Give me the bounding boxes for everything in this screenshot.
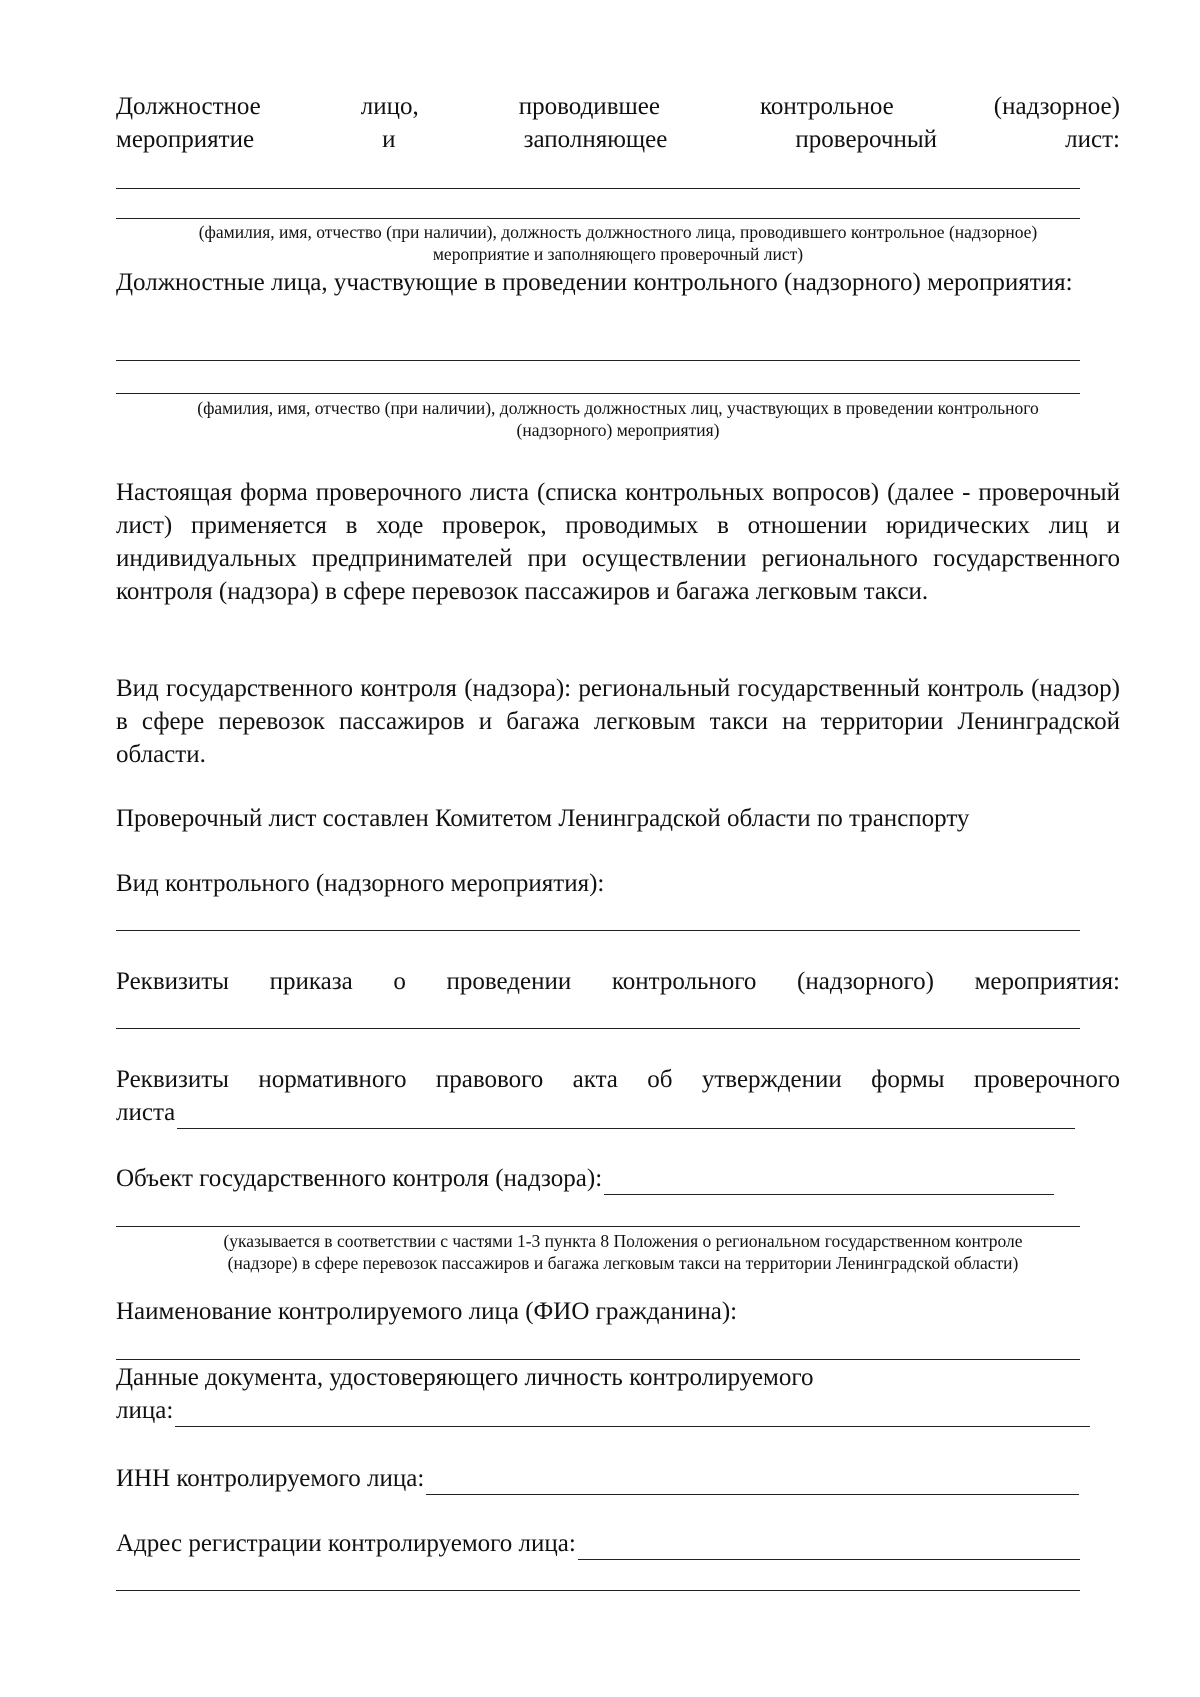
official-fill-line-2[interactable] [116, 218, 1080, 219]
word: мероприятие [116, 126, 255, 153]
control-object-fill-line[interactable] [604, 1170, 1054, 1195]
control-object-caption-1: (указывается в соответствии с частями 1-3 пункта 8 Положения о региональном государственном контроле [223, 1231, 1023, 1251]
identity-document-label: лица: [116, 1397, 174, 1424]
identity-document-line-1: Данные документа, удостоверяющего личность контролируемого [116, 1364, 814, 1391]
identity-document-fill-line[interactable] [175, 1402, 1090, 1427]
controlled-person-name-label: Наименование контролируемого лица (ФИО гражданина): [116, 1298, 738, 1325]
official-line-2 [116, 123, 1120, 156]
identity-document-line-2 [116, 1394, 1090, 1427]
official-caption-2: мероприятие и заполняющего проверочный лист) [432, 244, 804, 264]
inn-row [116, 1462, 1079, 1495]
normative-act-line-1: Реквизиты нормативного правового акта об утверждении формы проверочного [116, 1066, 1120, 1093]
normative-act-label: листа [116, 1099, 176, 1126]
official-caption-1: (фамилия, имя, отчество (при наличии), должность должностного лица, проводившего контрольное (надзорное) [198, 222, 1038, 242]
participants-fill-line-1[interactable] [116, 360, 1080, 361]
control-object-caption-2: (надзоре) в сфере перевозок пассажиров и багажа легковым такси на территории Ленинградской области) [227, 1253, 1019, 1273]
official-line-1 [116, 90, 1120, 123]
word: проверочный [795, 126, 938, 153]
event-type-fill-line[interactable] [116, 930, 1080, 931]
control-type-paragraph: Вид государственного контроля (надзора): региональный государственный контроль (надзор) в сфере перевозок пассажиров и багажа легковым такси на территории Ленинградской области. [116, 675, 1120, 768]
participants-caption-2: (надзорного) мероприятия) [516, 420, 720, 440]
participants-text: Должностные лица, участвующие в проведении контрольного (надзорного) мероприятия: [116, 269, 1073, 296]
controlled-person-name-fill-line[interactable] [116, 1359, 1080, 1360]
word: заполняющее [523, 126, 668, 153]
control-object-fill-line-2[interactable] [116, 1226, 1080, 1227]
order-details-fill-line[interactable] [116, 1028, 1080, 1029]
inn-label: ИНН контролируемого лица: [116, 1465, 425, 1492]
normative-act-line-2 [116, 1096, 1075, 1129]
word: лицо, [360, 93, 419, 120]
control-object-label: Объект государственного контроля (надзора): [116, 1165, 603, 1192]
participants-caption-1: (фамилия, имя, отчество (при наличии), должность должностных лиц, участвующих в проведении контрольного [197, 398, 1039, 418]
control-object-row [116, 1162, 1054, 1195]
address-fill-line-2[interactable] [116, 1590, 1080, 1591]
event-type-label: Вид контрольного (надзорного мероприятия): [116, 870, 605, 897]
word: Должностное [116, 93, 261, 120]
address-fill-line[interactable] [578, 1535, 1080, 1560]
word: лист: [1065, 126, 1120, 153]
inn-fill-line[interactable] [426, 1470, 1079, 1495]
word: проводившее [518, 93, 660, 120]
word: и [382, 126, 396, 153]
normative-act-fill-line[interactable] [177, 1104, 1075, 1129]
official-fill-line-1[interactable] [116, 188, 1080, 189]
participants-fill-line-2[interactable] [116, 393, 1080, 394]
order-details-label: Реквизиты приказа о проведении контрольного (надзорного) мероприятия: [116, 968, 1120, 995]
compiled-by-text: Проверочный лист составлен Комитетом Ленинградской области по транспорту [116, 805, 970, 832]
address-row [116, 1527, 1080, 1560]
word: контрольное [759, 93, 894, 120]
word: (надзорное) [993, 93, 1120, 120]
address-label: Адрес регистрации контролируемого лица: [116, 1530, 576, 1557]
intro-paragraph: Настоящая форма проверочного листа (списка контрольных вопросов) (далее - проверочный лист) применяется в ходе проверок, проводимых в отношении юридических лиц и индивидуальных предпринимателей при осуществлении регионального государственного контроля (надзора) в сфере перевозок пассажиров и багажа легковым такси. [116, 479, 1120, 605]
